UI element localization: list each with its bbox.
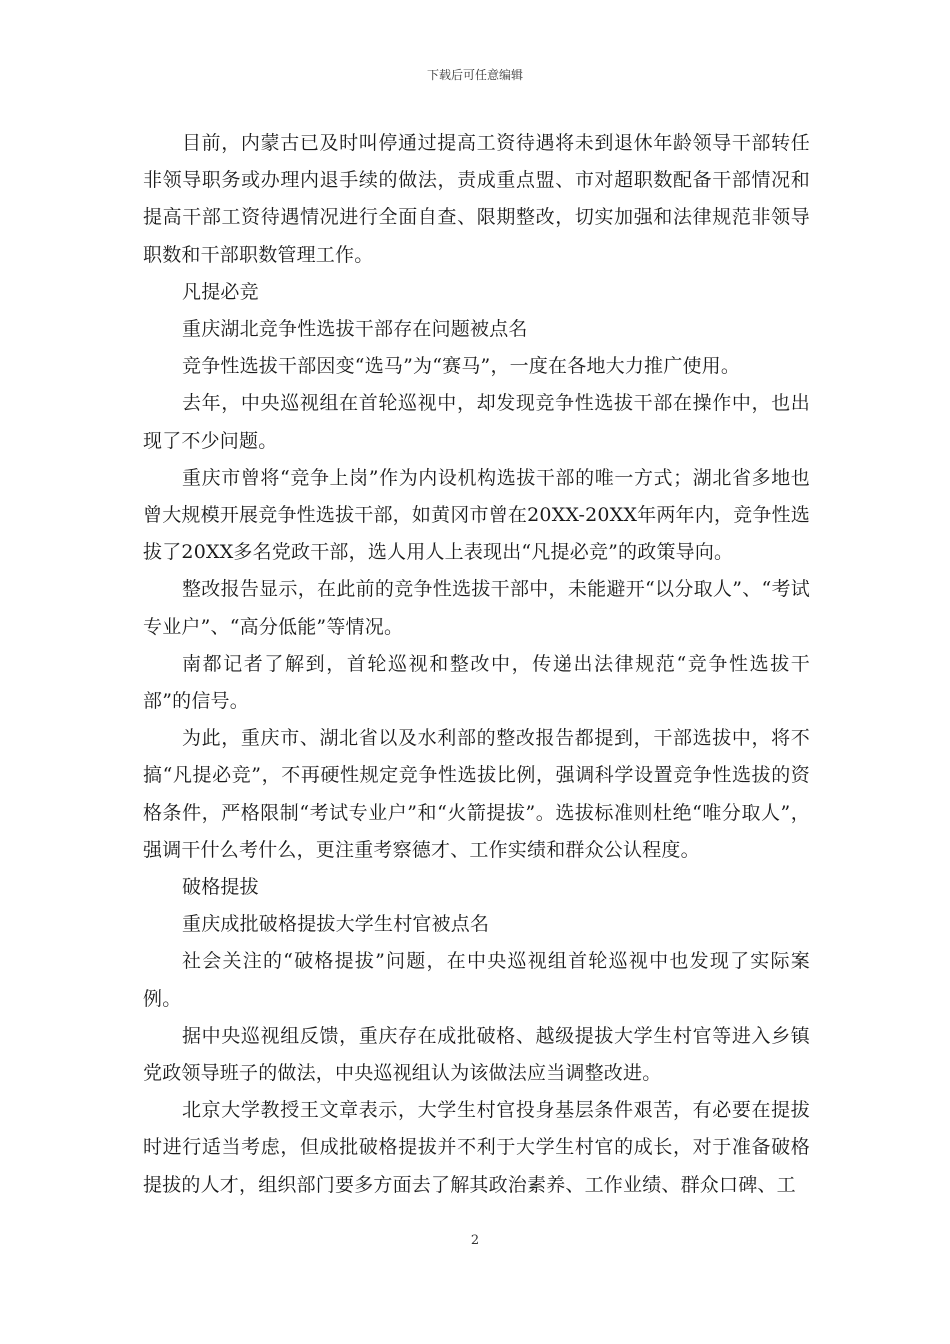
- paragraph: 为此，重庆市、湖北省以及水利部的整改报告都提到，干部选拔中，将不搞“凡提必竞”，不再硬性规定竞争性选拔比例，强调科学设置竞争性选拔的资格条件，严格限制“考试专业户”和“火箭提拔”。选拔标准则杜绝“唯分取人”，强调干什么考什么，更注重考察德才、工作实绩和群众公认程度。: [143, 727, 810, 861]
- section-subheading: 重庆成批破格提拔大学生村官被点名: [182, 913, 490, 936]
- paragraph: 目前，内蒙古已及时叫停通过提高工资待遇将未到退休年龄领导干部转任非领导职务或办理内退手续的做法，责成重点盟、市对超职数配备干部情况和提高干部工资待遇情况进行全面自查、限期整改，切实加强和法律规范非领导职数和干部职数管理工作。: [143, 132, 810, 266]
- paragraph: 据中央巡视组反馈，重庆存在成批破格、越级提拔大学生村官等进入乡镇党政领导班子的做法，中央巡视组认为该做法应当调整改进。: [143, 1024, 810, 1085]
- paragraph: 整改报告显示，在此前的竞争性选拔干部中，未能避开“以分取人”、“考试专业户”、“高分低能”等情况。: [143, 578, 810, 638]
- page-number: 2: [470, 1233, 480, 1248]
- paragraph: 南都记者了解到，首轮巡视和整改中，传递出法律规范“竞争性选拔干部”的信号。: [143, 652, 810, 713]
- page-header: 下载后可任意编辑: [426, 68, 523, 82]
- paragraph: 重庆市曾将“竞争上岗”作为内设机构选拔干部的唯一方式；湖北省多地也曾大规模开展竞争性选拔干部，如黄冈市曾在20XX-20XX年两年内，竞争性选拔了20XX多名党政干部，选人用人上表现出“凡提必竞”的政策导向。: [143, 466, 810, 564]
- paragraph: 社会关注的“破格提拔”问题，在中央巡视组首轮巡视中也发现了实际案例。: [143, 950, 810, 1010]
- section-heading: 凡提必竞: [182, 280, 259, 303]
- paragraph: 北京大学教授王文章表示，大学生村官投身基层条件艰苦，有必要在提拔时进行适当考虑，但成批破格提拔并不利于大学生村官的成长，对于准备破格提拔的人才，组织部门要多方面去了解其政治素养、工作业绩、群众口碑、工: [143, 1099, 810, 1196]
- document-body: [143, 125, 810, 1204]
- section-heading: 破格提拔: [182, 876, 259, 899]
- paragraph: 竞争性选拔干部因变“选马”为“赛马”，一度在各地大力推广使用。: [182, 355, 741, 378]
- paragraph: 去年，中央巡视组在首轮巡视中，却发现竞争性选拔干部在操作中，也出现了不少问题。: [143, 392, 810, 452]
- section-subheading: 重庆湖北竞争性选拔干部存在问题被点名: [182, 318, 528, 341]
